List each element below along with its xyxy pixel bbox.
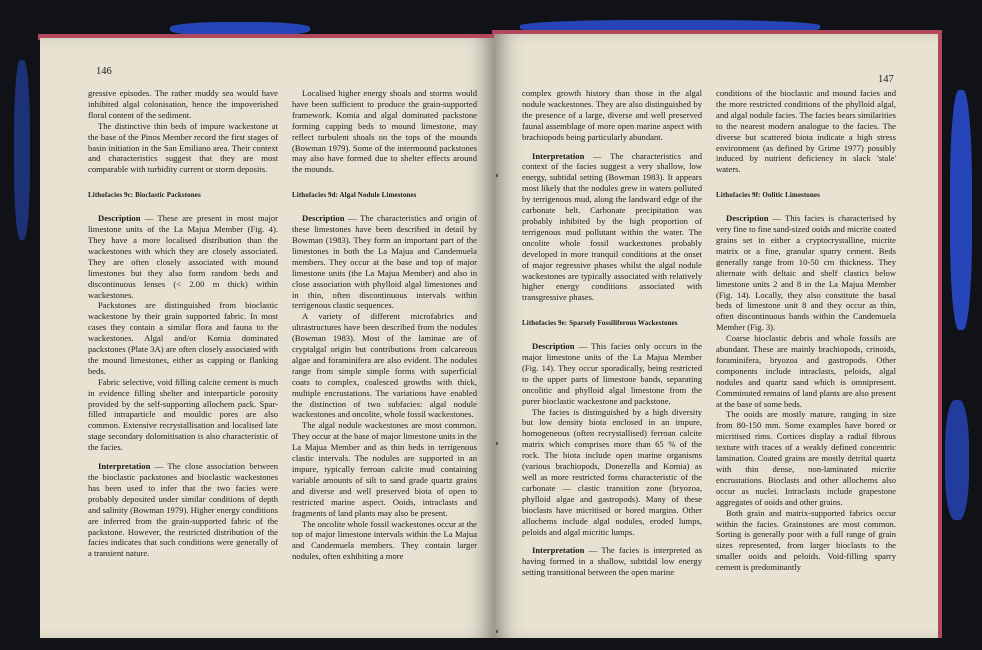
- section-heading: Lithofacies 9f: Oolitic Limestones: [716, 191, 820, 200]
- paragraph-text: Coarse bioclastic debris and whole fossils are abundant. These are mainly brachiopods, crinoids, foraminifera, bryozoa and gastropods. Other components include intraclasts, peloids, algal nodules and quartz sand which is omnipresent. Comminuted remains of land plants are also present at the base of some beds.: [716, 333, 896, 409]
- paragraph-text: The oncolite whole fossil wackestones occur at the top of major limestone intervals within the La Majua and Candemuela members. They contain larger nodules, often exhibiting a more: [292, 518, 477, 562]
- cover-pattern: [945, 400, 969, 520]
- paragraph-text: Localised higher energy shoals and storms would have been sufficient to produce the grain-supported framework. Komia and algal dominated packstone forming capping beds to mound limestone, may reflect turbulent shoals on the tops of the mounds (Bowman 1979). Some of the intermound packstones may also have formed due to shelter effects around the mounds.: [292, 88, 477, 175]
- section-heading: Lithofacies 9c: Bioclastic Packstones: [88, 191, 201, 200]
- paragraph: [716, 88, 896, 175]
- paragraph-text: The ooids are mostly mature, ranging in size from 80-150 mm. Some examples have bored or micritised rims. Cortices display a radial fibrous texture with traces of a weakly defined concentric lamination. Coated grains are mostly detrital quartz with thin dense, non-laminated micrite encrustations. Bioclasts and other allochems also occur as nuclei. Intraclasts include grapestone aggregates of ooids and other grains.: [716, 409, 896, 507]
- margin-mark: [496, 630, 498, 633]
- paragraph-text: The facies is distinguished by a high diversity but low density biota enclosed in an impure, homogeneous (often recrystallised) ferroan calcite matrix which comprises more than 65 % of the rock. The biota include open marine organisms (various brachiopods, Donezella and Komia) as well as more restricted forms characteristic of the carbonate — clastic transition zone (bryozoa, phylloid algae and gastropods). Many of these bioclasts have micritised or bored margins. Other allochems include algal nodules, eroded lumps, peloids and algal micritic lumps.: [522, 406, 702, 537]
- paragraph-text: — This facies is characterised by very fine to fine sand-sized ooids and micrite coated grains set in either a cryptocrystalline, micrite matrix or a fine, granular sparry cement. Beds generally range from 10-50 cm thickness. They alternate with deltaic and shelf clastics below limestone units 2 and 8 in the La Majua Member (Fig. 14). Locally, they also constitute the basal beds of limestone unit 8 and they occur as thin, often discontinuous bands within the Candemuela Member (Fig. 3).: [716, 213, 896, 333]
- paragraph: [716, 213, 896, 333]
- paragraph-text: Fabric selective, void filling calcite cement is much in evidence filling shelter and interparticle porosity provided by the self-supporting allochem pack. Spar-filled intraparticle and mouldic pores are also common. Extensive recrystallisation and localised late stage secondary dolomitisation is also characteristic of the facies.: [88, 376, 278, 453]
- page-number-right: 147: [878, 74, 894, 85]
- left-page-column-2: [292, 88, 477, 562]
- paragraph: [88, 88, 278, 121]
- paragraph-lead: Interpretation: [532, 545, 585, 556]
- paragraph: [522, 407, 702, 538]
- paragraph-text: conditions of the bioclastic and mound facies and the more restricted conditions of the phylloid algal, and algal nodule facies. The facies bears similarities to the nearest modern analogue to the facies. The diverse but scattered biota indicate a high stress environment (as defined by Grime 1977) possibly induced by nutrient deficiency in slack 'stale' waters.: [716, 88, 896, 175]
- paragraph-text: The algal nodule wackestones are most common. They occur at the base of major limestone units in the La Majua Member and as thin beds in terrigenous clastic intervals. The nodules are supported in an impure, typically ferroan calcite mud containing variable amounts of silt to sand grade quartz grains and diverse and well preserved biota of open to restricted marine aspect. Ooids, intraclasts and fragments of land plants may also be present.: [292, 420, 477, 518]
- paragraph: [88, 461, 278, 559]
- paragraph: [88, 213, 278, 300]
- paragraph: [522, 151, 702, 304]
- left-page: [40, 38, 494, 638]
- paragraph: [88, 300, 278, 376]
- paragraph-gap: [522, 537, 702, 545]
- paragraph-gap: [522, 143, 702, 151]
- paragraph: [292, 311, 477, 420]
- paragraph-lead: Interpretation: [98, 461, 151, 472]
- paragraph: [716, 508, 896, 573]
- section-heading: Lithofacies 9e: Sparsely Fossiliferous Wackestones: [522, 319, 678, 328]
- page-number-left: 146: [96, 66, 112, 77]
- paragraph-text: Packstones are distinguished from bioclastic wackestone by their grain supported fabric. In most cases they contain a similar flora and fauna to the wackestones. Algal and/or Komia dominated packstones (Plate 3A) are often closely associated with the mound limestones, either as capping or flanking beds.: [88, 300, 278, 376]
- paragraph: [522, 545, 702, 578]
- paragraph-text: — These are present in most major limestone units of the La Majua Member (Fig. 4). They have a more localised distribution than the wackestones with which they are closely associated. They are often closely associated with mound limestones but they also form random beds and discontinuous lenses (< 2.00 m thick) within wackestones.: [88, 213, 278, 300]
- left-page-column-1: [88, 88, 278, 559]
- paragraph-text: gressive episodes. The rather muddy sea would have inhibited algal colonisation, hence the impoverished floral content of the sediment.: [88, 88, 278, 120]
- paragraph-lead: Interpretation: [532, 150, 585, 161]
- paragraph-text: The distinctive thin beds of impure wackestone at the base of the Pinos Member record the first stages of basin initiation in the San Emiliano area. Their context and characteristics suggest that they are most comparable with turbidity current or storm deposits.: [88, 120, 278, 175]
- cover-pattern: [950, 90, 972, 330]
- paragraph-text: — The close association between the bioclastic packstones and bioclastic wackestones has been used to infer that the two facies were probably deposited under similar conditions of depth and salinity (Bowman 1979). Higher energy conditions are inferred from the grain-supported fabric of the packstone. However, the restricted distribution of the facies indicates that such conditions were generally of a transient nature.: [88, 461, 278, 559]
- section-heading: Lithofacies 9d: Algal Nodule Limestones: [292, 191, 417, 200]
- paragraph: [522, 88, 702, 143]
- paragraph-lead: Description: [302, 213, 345, 224]
- paragraph-text: Both grain and matrix-supported fabrics occur within the facies. Grainstones are most common. Sorting is generally poor with a full range of grain sizes represented, from larger bioclasts to the smaller ooids and peloids. Void-filling sparry cement is predominantly: [716, 507, 896, 573]
- right-page: [494, 34, 938, 638]
- paragraph-text: — The facies is interpreted as having formed in a shallow, subtidal low energy setting transitional between the open marine: [522, 545, 702, 578]
- paragraph: [292, 88, 477, 175]
- paragraph-gap: [88, 453, 278, 461]
- paragraph: [292, 519, 477, 563]
- paragraph-text: — This facies only occurs in the major limestone units of the La Majua Member (Fig. 14). They occur sporadically, being restricted to the upper parts of limestone bands, separating oncolitic and phylloid algal limestone from the purer bioclastic wackestone and packstone.: [522, 341, 702, 406]
- paragraph-text: — The characteristics and context of the facies suggest a very shallow, low energy, subtidal setting (Bowman 1983). It appears most likely that the nodules grew in waters polluted by terrigenous mud, along the landward edge of the carbonate belt. Carbonate precipitation was probably inhibited by the high proportion of terrigenous mud pollutant within the water. The oncolite whole fossil wackestones probably developed in more tranquil conditions at the onset of major regressive phases whilst the algal nodule wackestones are typically associated with relatively higher energy conditions associated with transgressive phases.: [522, 150, 702, 303]
- paragraph-text: — The characteristics and origin of these limestones have been described in detail by Bowman (1983). They form an important part of the limestones in both the La Majua and Candemuela members. They occur at the base and top of major limestone units (the La Majua Member) and also in close association with phylloid algal limestones and in thin, often discontinuous intervals within terrigenous clastic sequences.: [292, 213, 477, 311]
- paragraph-text: A variety of different microfabrics and ultrastructures have been described from the nodules (Bowman 1983). Most of the laminae are of cryptalgal origin but contributions from calcareous algae and foraminifera are also evident. The nodules range from simple simple forms with superficial coats to complex, coalesced growths with thick, multiple encrustations. The variations have enabled the distinction of two subfacies: algal nodule wackestones and oncolite, whole fossil wackestones.: [292, 311, 477, 420]
- paragraph: [292, 420, 477, 518]
- right-page-column-1: [522, 88, 702, 578]
- right-page-column-2: [716, 88, 896, 573]
- paragraph: [292, 213, 477, 311]
- paragraph: [88, 377, 278, 453]
- paragraph-text: complex growth history than those in the algal nodule wackestones. They are also distinguished by the presence of a large, diverse and well preserved faunal assemblage of more open marine aspect with brachiopods being particularly abundant.: [522, 88, 702, 142]
- paragraph: [716, 409, 896, 507]
- paragraph: [522, 341, 702, 406]
- paragraph-lead: Description: [98, 213, 141, 224]
- margin-mark: [496, 174, 498, 177]
- paragraph-lead: Description: [726, 213, 769, 224]
- cover-pattern: [14, 60, 30, 240]
- margin-mark: [496, 442, 498, 445]
- paragraph: [716, 333, 896, 409]
- paragraph: [88, 121, 278, 176]
- paragraph-lead: Description: [532, 341, 575, 352]
